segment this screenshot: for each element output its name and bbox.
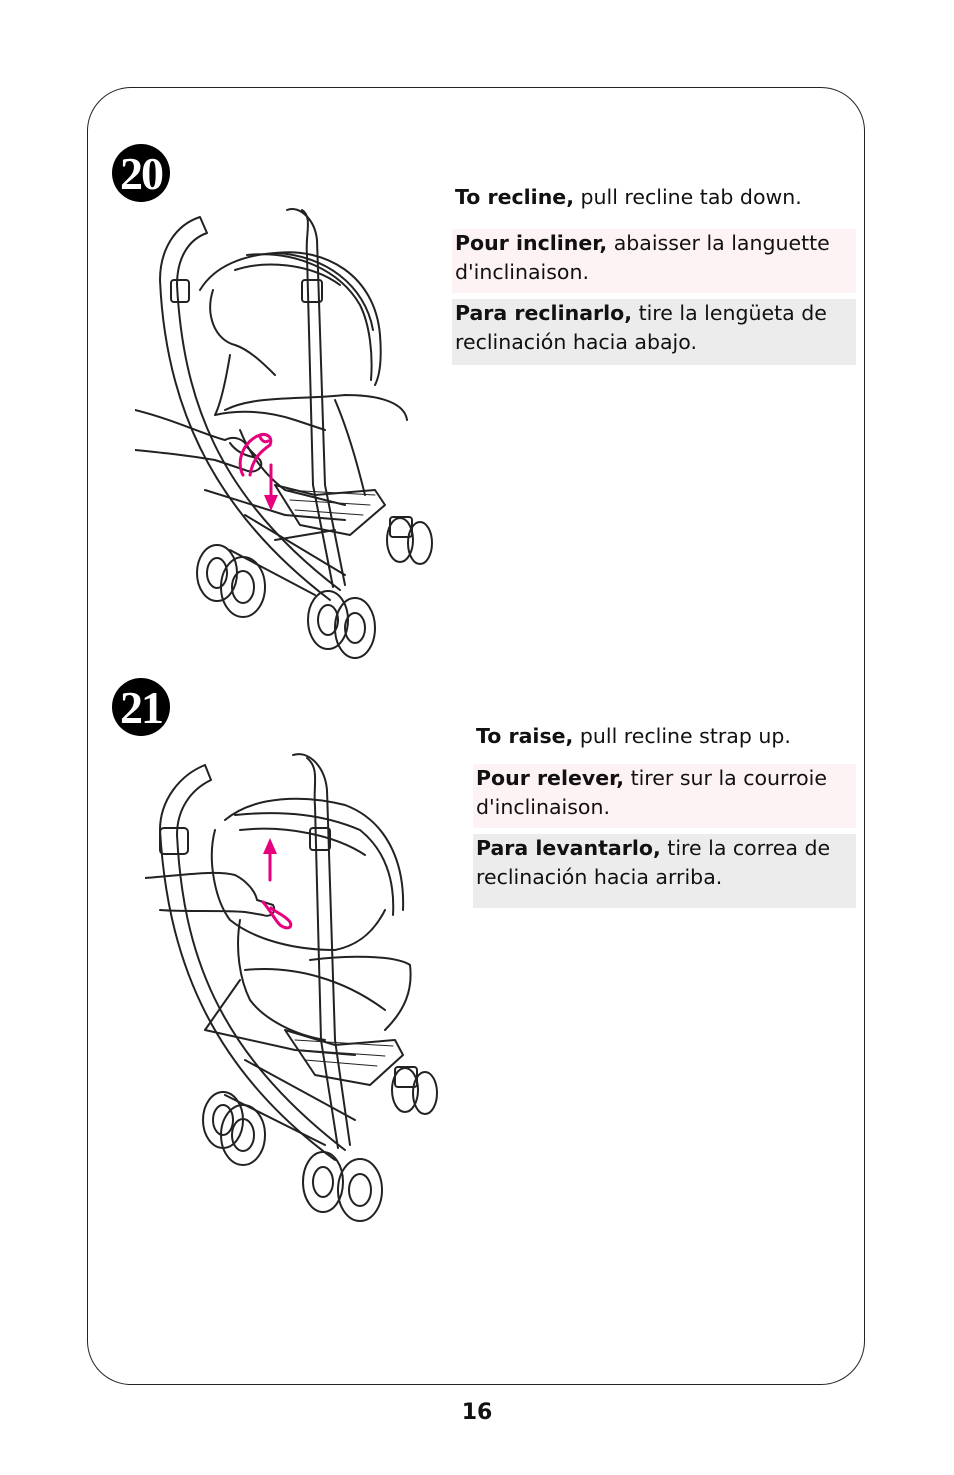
stroller-recline-strap-up-illustration — [145, 750, 440, 1225]
instruction-en — [452, 183, 856, 212]
instruction-en — [473, 722, 856, 751]
instruction-fr — [452, 229, 856, 293]
instruction-es — [473, 834, 856, 908]
instruction-fr-bold: Pour relever, — [476, 766, 625, 790]
instruction-fr-text: abaisser la languette d'inclinaison. — [455, 231, 830, 284]
instruction-es — [452, 299, 856, 365]
instruction-en-bold: To recline, — [455, 185, 574, 209]
instruction-fr-text: tirer sur la courroie d'inclinaison. — [476, 766, 827, 819]
instruction-es-text: tire la correa de reclinación hacia arriba. — [476, 836, 831, 889]
instruction-es-bold: Para reclinarlo, — [455, 301, 633, 325]
instruction-en-bold: To raise, — [476, 724, 574, 748]
step-20-badge — [112, 144, 170, 202]
instruction-es-text: tire la lengüeta de reclinación hacia abajo. — [455, 301, 827, 354]
step-21-badge — [112, 678, 170, 736]
instruction-fr-bold: Pour incliner, — [455, 231, 608, 255]
page-number: 16 — [461, 1400, 493, 1425]
instruction-en-text: pull recline strap up. — [573, 724, 791, 748]
step-number: 20 — [120, 147, 162, 199]
step-number: 21 — [120, 681, 162, 733]
instruction-es-bold: Para levantarlo, — [476, 836, 661, 860]
stroller-recline-tab-down-illustration — [135, 195, 440, 665]
instruction-en-text: pull recline tab down. — [574, 185, 802, 209]
instruction-fr — [473, 764, 856, 828]
